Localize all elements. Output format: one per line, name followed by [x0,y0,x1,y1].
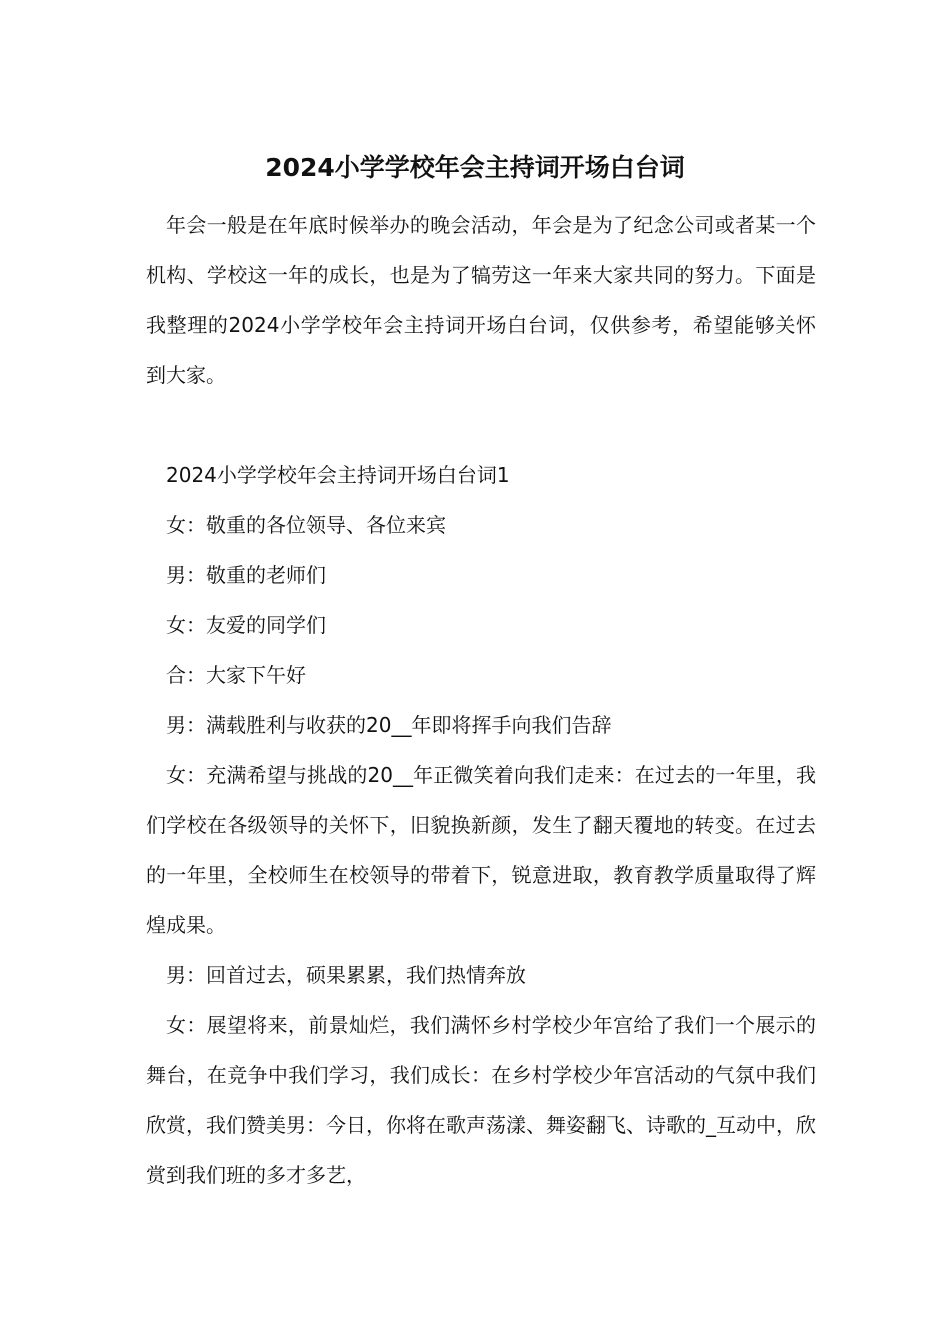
dialogue-line: 女：友爱的同学们 [166,613,326,637]
intro-paragraph: 年会一般是在年底时候举办的晚会活动，年会是为了纪念公司或者某一个机构、学校这一年的成长，也是为了犒劳这一年来大家共同的努力。下面是我整理的2024小学学校年会主持词开场白台词，仅供参考，希望能够关怀到大家。 [146,213,816,387]
document-title: 2024小学学校年会主持词开场白台词 [265,153,685,182]
dialogue-line: 男：满载胜利与收获的20__年即将挥手向我们告辞 [166,713,612,737]
dialogue-paragraph: 女：展望将来，前景灿烂，我们满怀乡村学校少年宫给了我们一个展示的舞台，在竞争中我们学习，我们成长：在乡村学校少年宫活动的气氛中我们欣赏，我们赞美男：今日，你将在歌声荡漾、舞姿翻飞、诗歌的_互动中，欣赏到我们班的多才多艺， [146,1013,816,1187]
dialogue-line: 合：大家下午好 [166,663,306,687]
dialogue-paragraph: 女：充满希望与挑战的20__年正微笑着向我们走来：在过去的一年里，我们学校在各级领导的关怀下，旧貌换新颜，发生了翻天覆地的转变。在过去的一年里，全校师生在校领导的带着下，锐意进取，教育教学质量取得了辉煌成果。 [146,763,816,937]
blank-line [146,400,816,450]
document-body [146,200,816,1200]
dialogue-line: 女：敬重的各位领导、各位来宾 [166,513,446,537]
dialogue-line: 男：敬重的老师们 [166,563,326,587]
section-heading: 2024小学学校年会主持词开场白台词1 [166,463,510,487]
dialogue-line: 男：回首过去，硕果累累，我们热情奔放 [166,963,526,987]
